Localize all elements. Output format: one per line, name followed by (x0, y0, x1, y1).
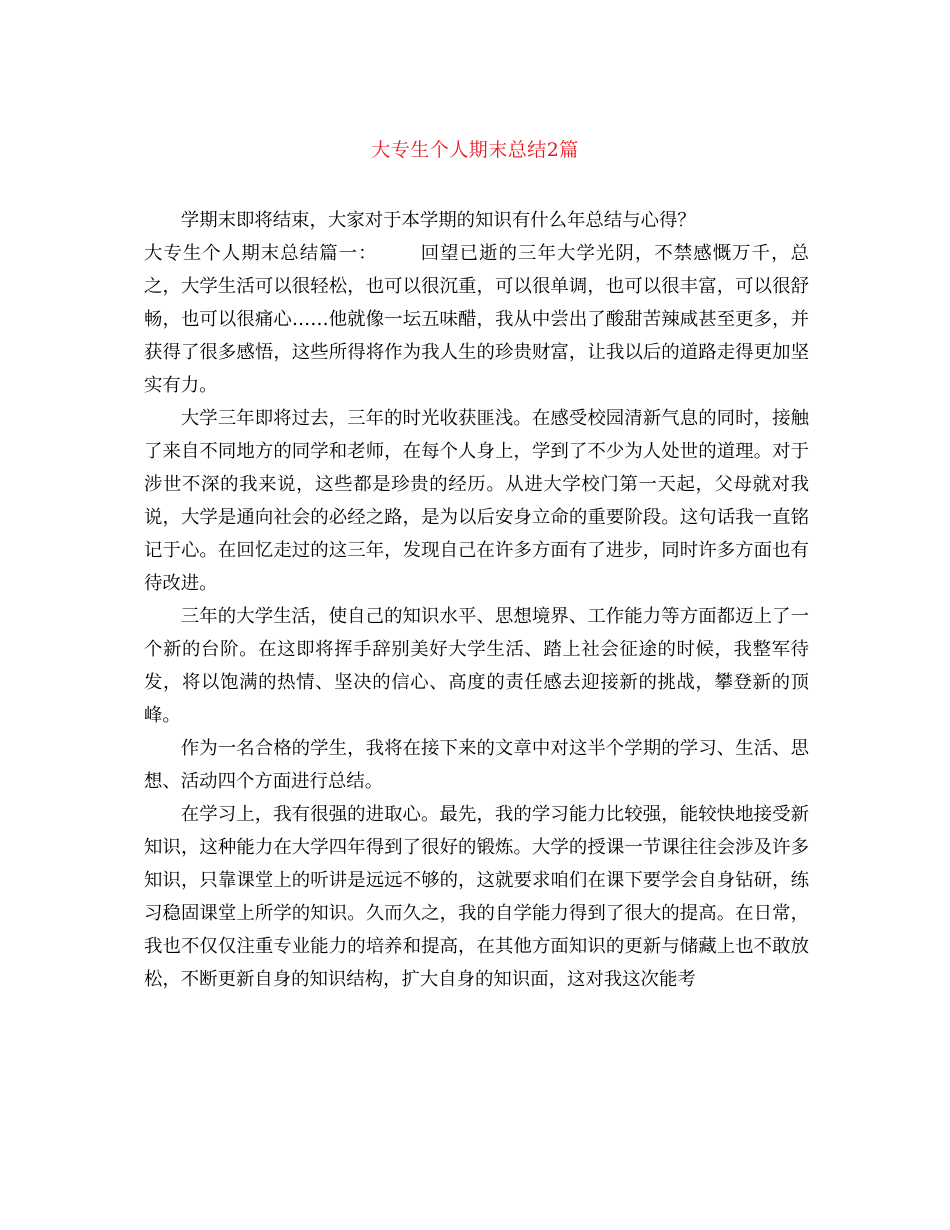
section-heading: 大专生个人期末总结篇一： (144, 243, 378, 264)
paragraph-3: 三年的大学生活，使自己的知识水平、思想境界、工作能力等方面都迈上了一个新的台阶。在这即将挥手辞别美好大学生活、踏上社会征途的时候，我整军待发，将以饱满的热情、坚决的信心、高度的责任感去迎接新的挑战，攀登新的顶峰。 (144, 606, 809, 726)
section-one-paragraph (144, 237, 809, 402)
document-body (144, 204, 809, 996)
paragraph-5: 在学习上，我有很强的进取心。最先，我的学习能力比较强，能较快地接受新知识，这种能力在大学四年得到了很好的锻炼。大学的授课一节课往往会涉及许多知识，只靠课堂上的听讲是远远不够的，这就要求咱们在课下要学会自身钻研，练习稳固课堂上所学的知识。久而久之，我的自学能力得到了很大的提高。在日常，我也不仅仅注重专业能力的培养和提高，在其他方面知识的更新与储藏上也不敢放松，不断更新自身的知识结构，扩大自身的知识面，这对我这次能考 (144, 804, 809, 990)
intro-paragraph: 学期末即将结束，大家对于本学期的知识有什么年总结与心得？ (180, 210, 696, 231)
paragraph-1: 回望已逝的三年大学光阴，不禁感慨万千，总之，大学生活可以很轻松，也可以很沉重，可以很单调，也可以很丰富，可以很舒畅，也可以很痛心……他就像一坛五味醋，我从中尝出了酸甜苦辣咸甚至更多，并获得了很多感悟，这些所得将作为我人生的珍贵财富，让我以后的道路走得更加坚实有力。 (144, 243, 809, 396)
paragraph-2: 大学三年即将过去，三年的时光收获匪浅。在感受校园清新气息的同时，接触了来自不同地方的同学和老师，在每个人身上，学到了不少为人处世的道理。对于涉世不深的我来说，这些都是珍贵的经历。从进大学校门第一天起，父母就对我说，大学是通向社会的必经之路，是为以后安身立命的重要阶段。这句话我一直铭记于心。在回忆走过的这三年，发现自己在许多方面有了进步，同时许多方面也有待改进。 (144, 408, 809, 594)
paragraph-4: 作为一名合格的学生，我将在接下来的文章中对这半个学期的学习、生活、思想、活动四个方面进行总结。 (144, 738, 809, 792)
document-title: 大专生个人期末总结2篇 (371, 139, 579, 161)
